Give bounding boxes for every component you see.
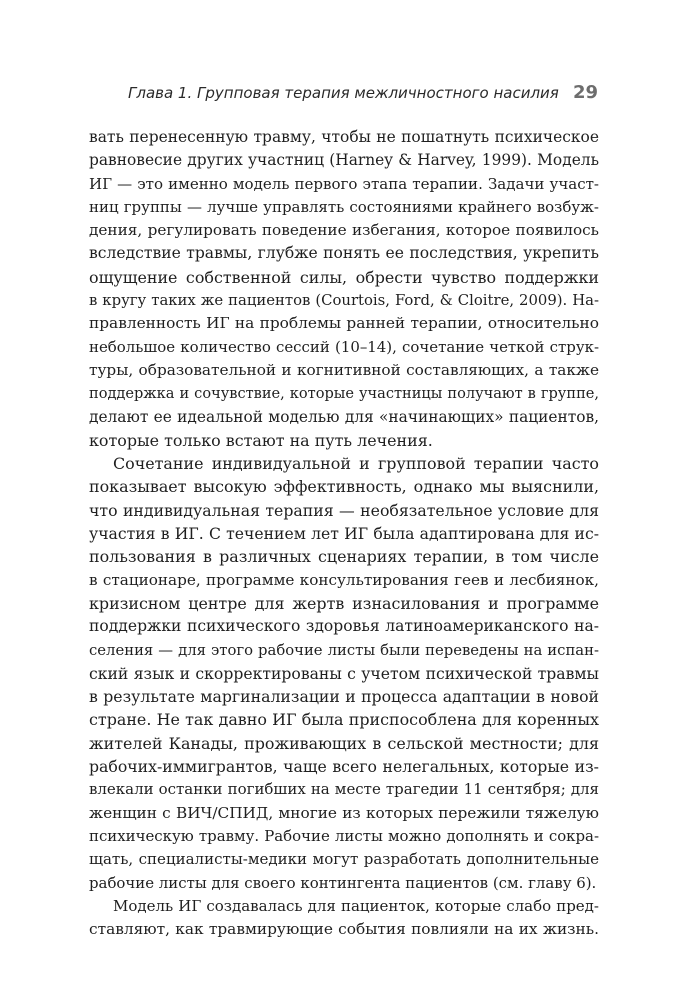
running-header (128, 82, 598, 106)
text-line: ниц группы — лучше управлять состояниями крайнего возбуж- (89, 197, 599, 216)
text-line: рабочих-иммигрантов, чаще всего нелегальных, которые из- (89, 757, 599, 777)
text-line: пользования в различных сценариях терапии, в том числе (89, 547, 599, 567)
text-line: дения, регулировать поведение избегания, которое появилось (89, 221, 599, 240)
text-line: делают ее идеальной моделью для «начинающих» пациентов, (89, 407, 599, 426)
body-text (89, 126, 599, 941)
text-line: ИГ — это именно модель первого этапа терапии. Задачи участ- (89, 174, 599, 193)
paragraph-start-line: Сочетание индивидуальной и групповой терапии часто (113, 454, 599, 474)
text-line: женщин с ВИЧ/СПИД, многие из которых пережили тяжелую (89, 803, 599, 822)
page-number: 29 (572, 82, 598, 103)
text-line: влекали останки погибших на месте трагедии 11 сентября; для (89, 780, 599, 799)
chapter-title: Глава 1. Групповая терапия межличностного насилия (128, 84, 559, 102)
text-line: показывает высокую эффективность, однако мы выяснили, (89, 477, 599, 497)
text-line: кризисном центре для жертв изнасилования и программе (89, 593, 599, 613)
text-line: в стационаре, программе консультирования геев и лесбиянок, (89, 570, 599, 589)
text-line: небольшое количество сессий (10–14), сочетание четкой струк- (89, 337, 599, 356)
text-line: участия в ИГ. С течением лет ИГ была адаптирована для ис- (89, 524, 599, 544)
text-line: поддержка и сочувствие, которые участницы получают в группе, (89, 385, 599, 403)
text-line: в кругу таких же пациентов (Courtois, Ford, & Cloitre, 2009). На- (89, 292, 599, 310)
text-line: вать перенесенную травму, чтобы не пошатнуть психическое (89, 128, 599, 146)
text-line: что индивидуальная терапия — необязательное условие для (89, 500, 599, 520)
text-line: стране. Не так давно ИГ была приспособлена для коренных (89, 710, 599, 730)
text-line: туры, образовательной и когнитивной составляющих, а также (89, 360, 599, 379)
text-line: поддержки психического здоровья латиноамериканского на- (89, 617, 599, 636)
text-line: правленность ИГ на проблемы ранней терапии, относительно (89, 314, 599, 333)
text-line: которые только встают на путь лечения. (89, 430, 433, 450)
text-line: рабочие листы для своего контингента пациентов (см. главу 6). (89, 873, 597, 892)
text-line: селения — для этого рабочие листы были переведены на испан- (89, 641, 599, 659)
text-line: психическую травму. Рабочие листы можно дополнять и сокра- (89, 826, 599, 845)
paragraph-start-line: Модель ИГ создавалась для пациенток, которые слабо пред- (113, 896, 599, 915)
text-line: ставляют, как травмирующие события повлияли на их жизнь. (89, 920, 599, 939)
text-line: в результате маргинализации и процесса адаптации в новой (89, 687, 599, 707)
text-line: щать, специалисты-медики могут разработать дополнительные (89, 850, 599, 869)
text-line: равновесие других участниц (Harney & Harvey, 1999). Модель (89, 151, 599, 170)
text-line: ощущение собственной силы, обрести чувство поддержки (89, 267, 599, 287)
text-line: вследствие травмы, глубже понять ее последствия, укрепить (89, 244, 599, 263)
text-line: ский язык и скорректированы с учетом психической травмы (89, 663, 599, 683)
text-line: жителей Канады, проживающих в сельской местности; для (89, 733, 599, 753)
